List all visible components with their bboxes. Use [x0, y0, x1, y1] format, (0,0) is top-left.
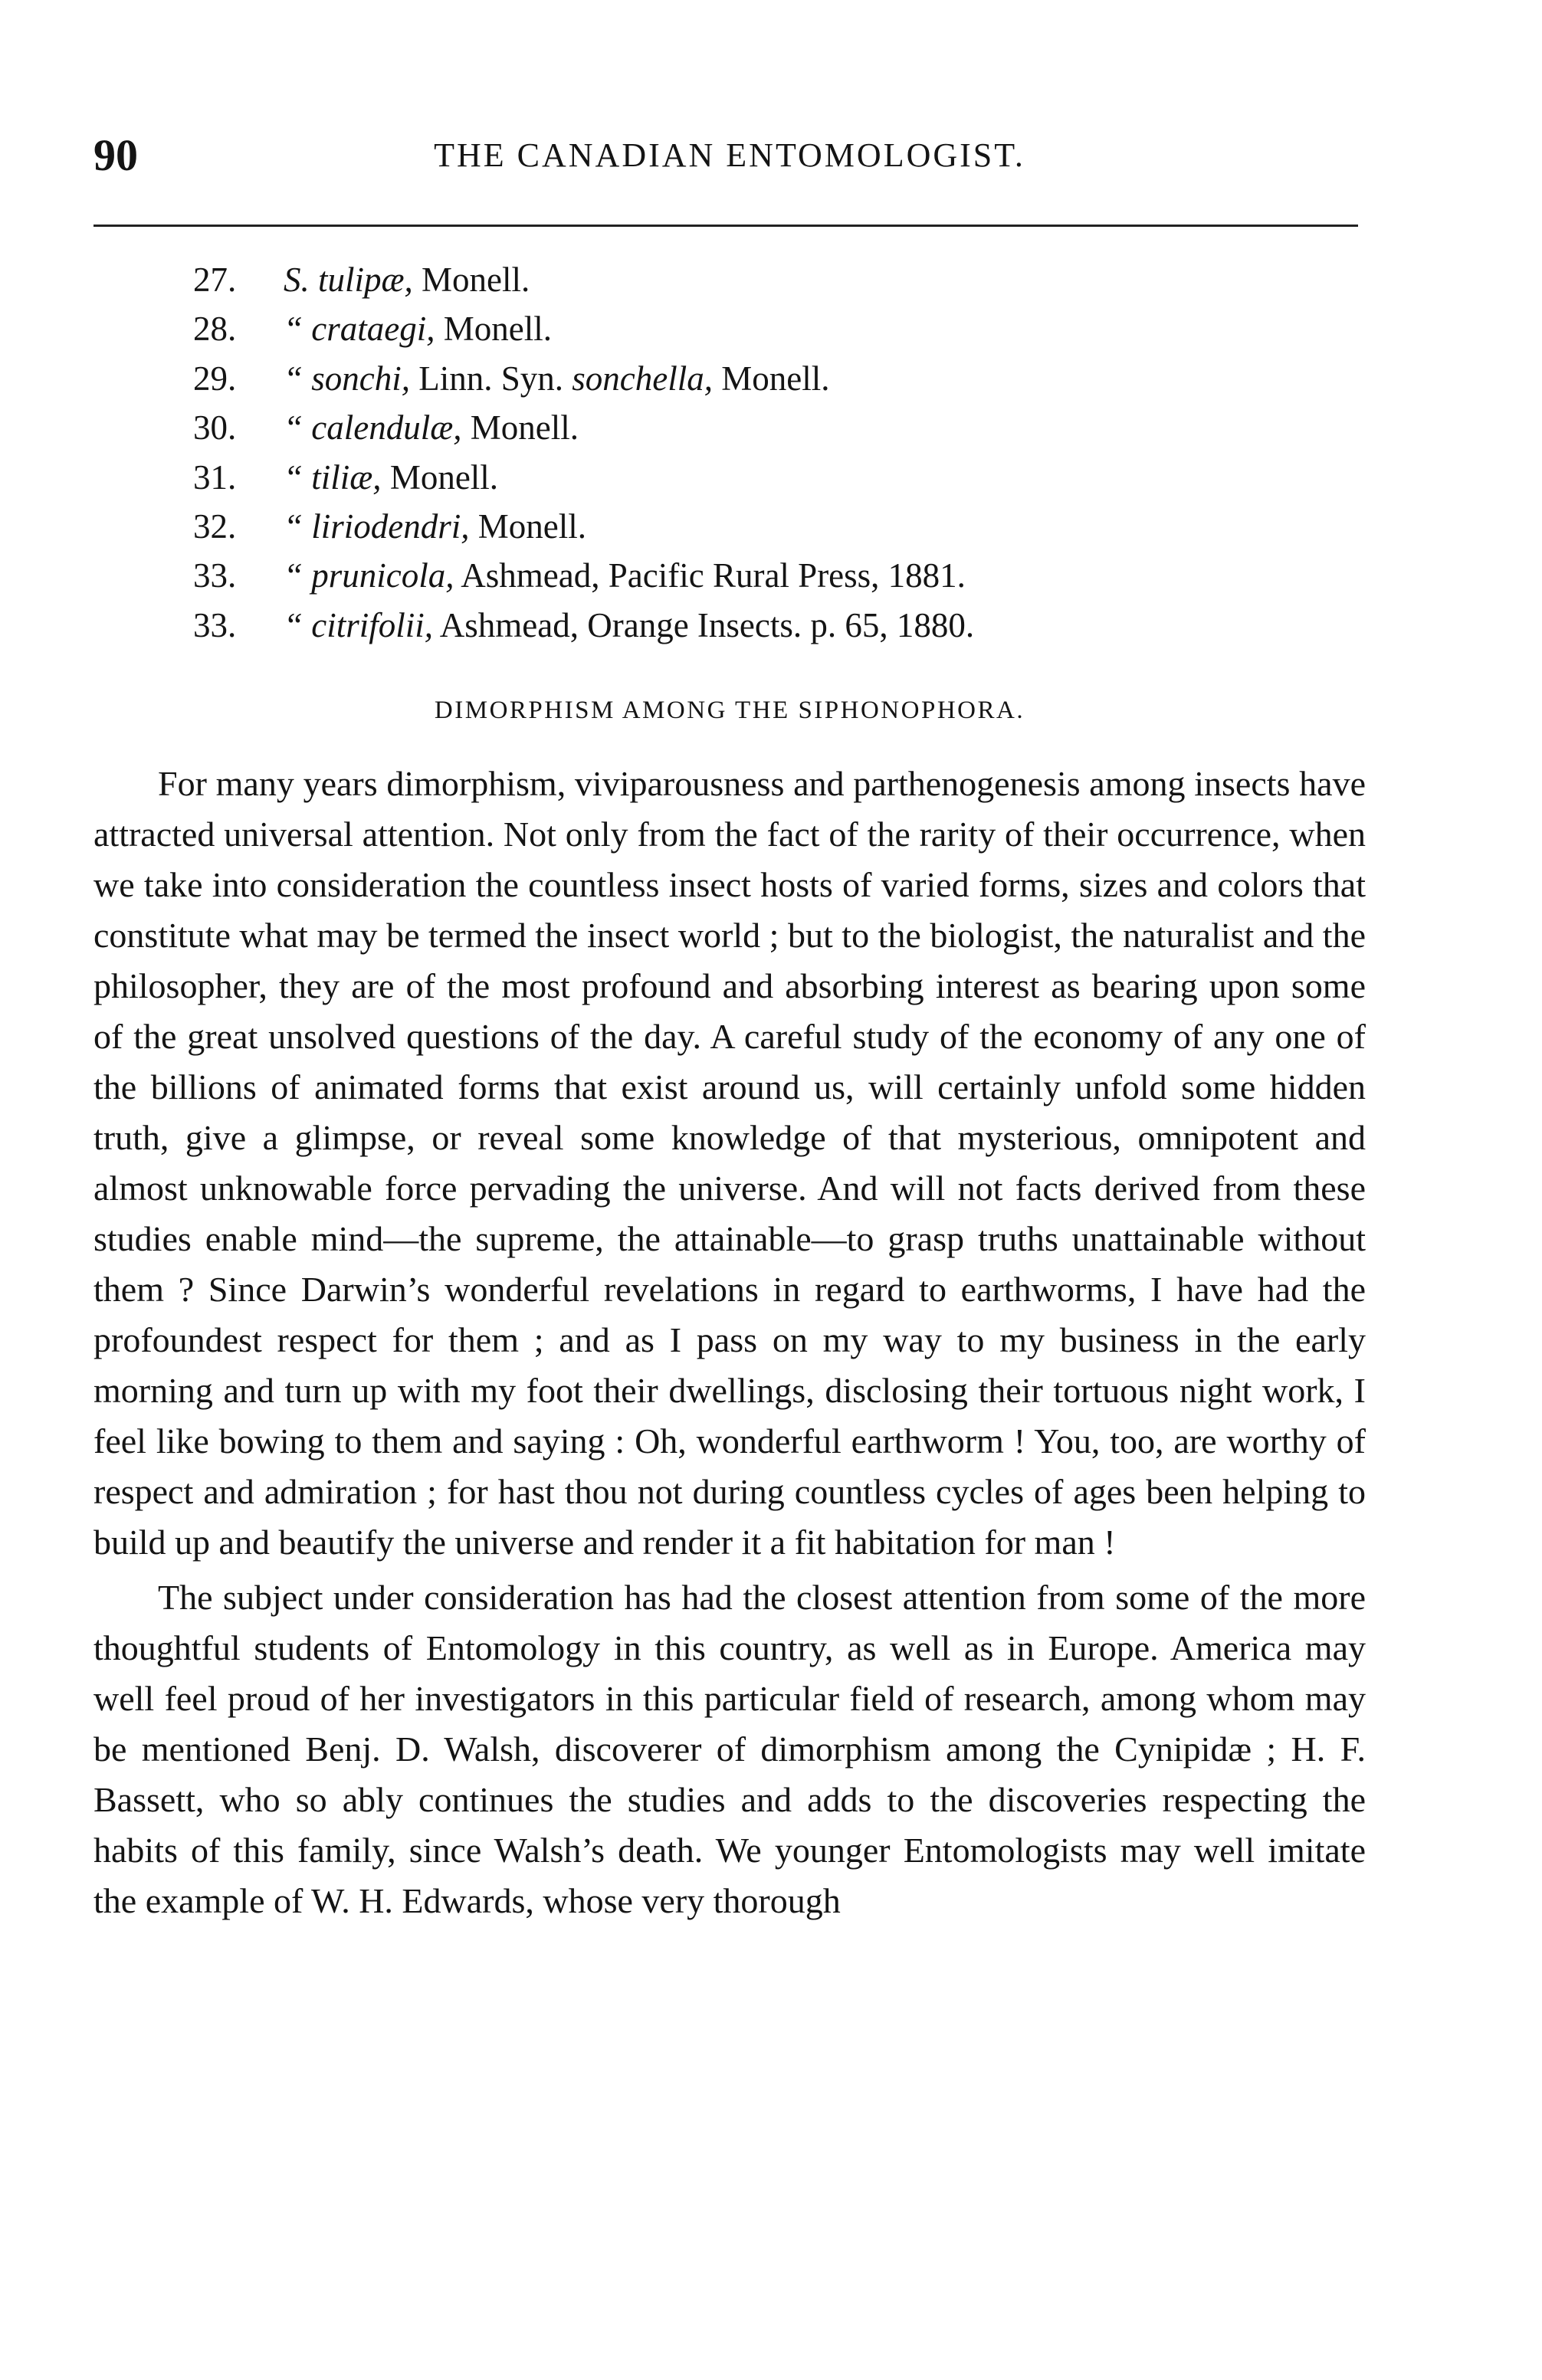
list-item: [193, 551, 1343, 600]
item-number: 33.: [193, 556, 237, 595]
list-item: [193, 354, 1343, 403]
species-authority: Monell.: [412, 261, 530, 299]
species-name: “ citrifolii,: [284, 605, 434, 644]
section-heading: DIMORPHISM AMONG THE SIPHONOPHORA.: [434, 697, 1025, 724]
paragraph: For many years dimorphism, viviparousness and parthenogenesis among insects have attracted universal attention. Not only from the fact of the rarity of their occurrence, when we take into consideration the countless insect hosts of varied forms, sizes and colors that constitute what may be termed the insect world ; but to the biologist, the naturalist and the philosopher, they are of the most profound and absorbing interest as bearing upon some of the great unsolved questions of the day. A careful study of the economy of any one of the billions of animated forms that exist around us, will certainly unfold some hidden truth, give a glimpse, or reveal some knowledge of that mysterious, omnipotent and almost unknowable force pervading the universe. And will not facts derived from these studies enable mind—the supreme, the attainable—to grasp truths unattainable without them ? Since Darwin’s wonderful revelations in regard to earthworms, I have had the profoundest respect for them ; and as I pass on my way to my business in the early morning and turn up with my foot their dwellings, disclosing their tortuous night work, I feel like bowing to them and saying : Oh, wonderful earthworm ! You, too, are worthy of respect and admiration ; for hast thou not during countless cycles of ages been helping to build up and beautify the universe and render it a fit habitation for man !: [94, 764, 1366, 1562]
item-number: 28.: [193, 310, 237, 349]
article-body: [94, 759, 1366, 1926]
item-number: 31.: [193, 457, 237, 497]
species-name: “ prunicola,: [284, 556, 454, 595]
species-authority: Monell.: [435, 310, 552, 349]
species-name: “ calendulæ,: [284, 408, 462, 447]
species-authority: Monell.: [381, 457, 499, 497]
synonym-name: sonchella,: [572, 359, 714, 398]
species-authority: Linn. Syn.: [410, 359, 573, 398]
running-title: THE CANADIAN ENTOMOLOGIST.: [434, 136, 1025, 174]
species-name: “ crataegi,: [284, 310, 435, 349]
list-item: [193, 601, 1343, 650]
list-item: [193, 403, 1343, 452]
item-number: 32.: [193, 506, 237, 546]
species-name: S. tulipæ,: [284, 261, 413, 299]
list-item: [193, 304, 1343, 353]
species-authority: Ashmead, Orange Insects. p. 65, 1880.: [433, 605, 975, 644]
species-name: “ sonchi,: [284, 359, 411, 398]
header-rule: [94, 225, 1358, 227]
item-number: 33.: [193, 605, 237, 644]
list-item: [193, 502, 1343, 551]
species-name: “ tiliæ,: [284, 457, 382, 497]
species-authority: Monell.: [461, 408, 579, 447]
item-number: 29.: [193, 359, 237, 398]
list-item: [193, 255, 1343, 304]
species-name: “ liriodendri,: [284, 506, 470, 546]
species-list: [193, 255, 1343, 650]
page-header: [94, 129, 1366, 182]
item-number: 27.: [193, 261, 237, 299]
synonym-authority: Monell.: [713, 359, 830, 398]
page-number: 90: [94, 130, 138, 180]
species-authority: Ashmead, Pacific Rural Press, 1881.: [454, 556, 966, 595]
species-authority: Monell.: [469, 506, 587, 546]
list-item: [193, 453, 1343, 502]
item-number: 30.: [193, 408, 237, 447]
paragraph: The subject under consideration has had the closest attention from some of the more thoughtful students of Entomology in this country, as well as in Europe. America may well feel proud of her investigators in this particular field of research, among whom may be mentioned Benj. D. Walsh, discoverer of dimorphism among the Cynipidæ ; H. F. Bassett, who so ably continues the studies and adds to the discoveries respecting the habits of this family, since Walsh’s death. We younger Entomologists may well imitate the example of W. H. Edwards, whose very thorough: [94, 1578, 1366, 1920]
